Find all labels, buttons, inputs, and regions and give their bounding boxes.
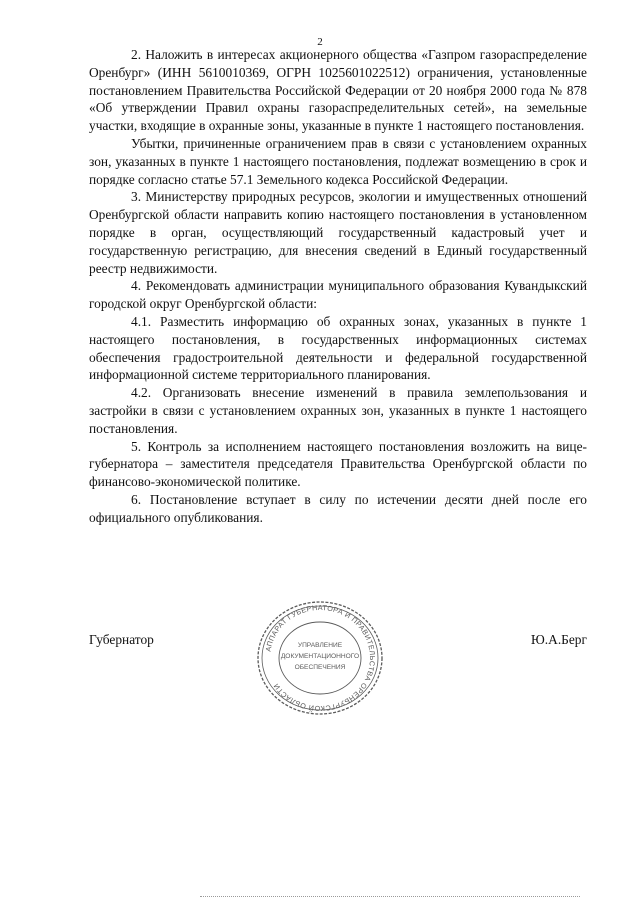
scan-artifact-line bbox=[200, 896, 580, 899]
stamp-center-line-2: ДОКУМЕНТАЦИОННОГО bbox=[280, 653, 360, 660]
stamp-center-line-1: УПРАВЛЕНИЕ bbox=[297, 642, 343, 649]
paragraph-6: 6. Постановление вступает в силу по истечении десяти дней после его официального опубликования. bbox=[89, 491, 587, 525]
stamp-center-line-3: ОБЕСПЕЧЕНИЯ bbox=[294, 664, 346, 671]
paragraph-damages: Убытки, причиненные ограничением прав в связи с установлением охранных зон, указанных в пункте 1 настоящего постановления, подлежат возмещению в срок и порядке согласно статье 57.1 Земельного кодекса Российской Федерации. bbox=[89, 135, 587, 187]
paragraph-5: 5. Контроль за исполнением настоящего постановления возложить на вице-губернатора – заместителя председателя Правительства Оренбургской области по финансово-экономической политике. bbox=[89, 438, 587, 490]
paragraph-4-2: 4.2. Организовать внесение изменений в правила землепользования и застройки в связи с установлением охранных зон, указанных в пункте 1 настоящего постановления. bbox=[89, 385, 587, 436]
stamp-ring-text: АППАРАТ ГУБЕРНАТОРА И ПРАВИТЕЛЬСТВА ОРЕНБУРГСКОЙ ОБЛАСТИ bbox=[263, 602, 378, 714]
signatory-name: Ю.А.Берг bbox=[531, 632, 587, 647]
paragraph-2: 2. Наложить в интересах акционерного общества «Газпром газораспределение Оренбург» (ИНН 5610010369, ОГРН 1025601022512) ограничения, установленные постановлением Правительства Российской Федерации от 20 ноября 2000 года № 878 «Об утверждении Правил охраны газораспределительных сетей», на земельные участки, входящие в охранные зоны, указанные в пункте 1 настоящего постановления. bbox=[89, 47, 587, 134]
paragraph-3: 3. Министерству природных ресурсов, экологии и имущественных отношений Оренбургской области направить копию настоящего постановления в установленном порядке в орган, осуществляющий государственный кадастровый учет и государственную регистрацию, для внесения сведений в Единый государственный реестр недвижимости. bbox=[89, 189, 587, 276]
paragraph-4-1: 4.1. Разместить информацию об охранных зонах, указанных в пункте 1 настоящего постановления, в государственных информационных системах обеспечения градостроительной деятельности и федеральной государственной информационной системе территориального планирования. bbox=[89, 313, 587, 383]
paragraph-4: 4. Рекомендовать администрации муниципального образования Кувандыкский городской округ Оренбургской области: bbox=[89, 278, 587, 312]
document-body bbox=[89, 46, 587, 527]
page-number: 2 bbox=[317, 36, 323, 48]
signatory-title: Губернатор bbox=[89, 632, 154, 647]
official-stamp bbox=[252, 598, 388, 718]
